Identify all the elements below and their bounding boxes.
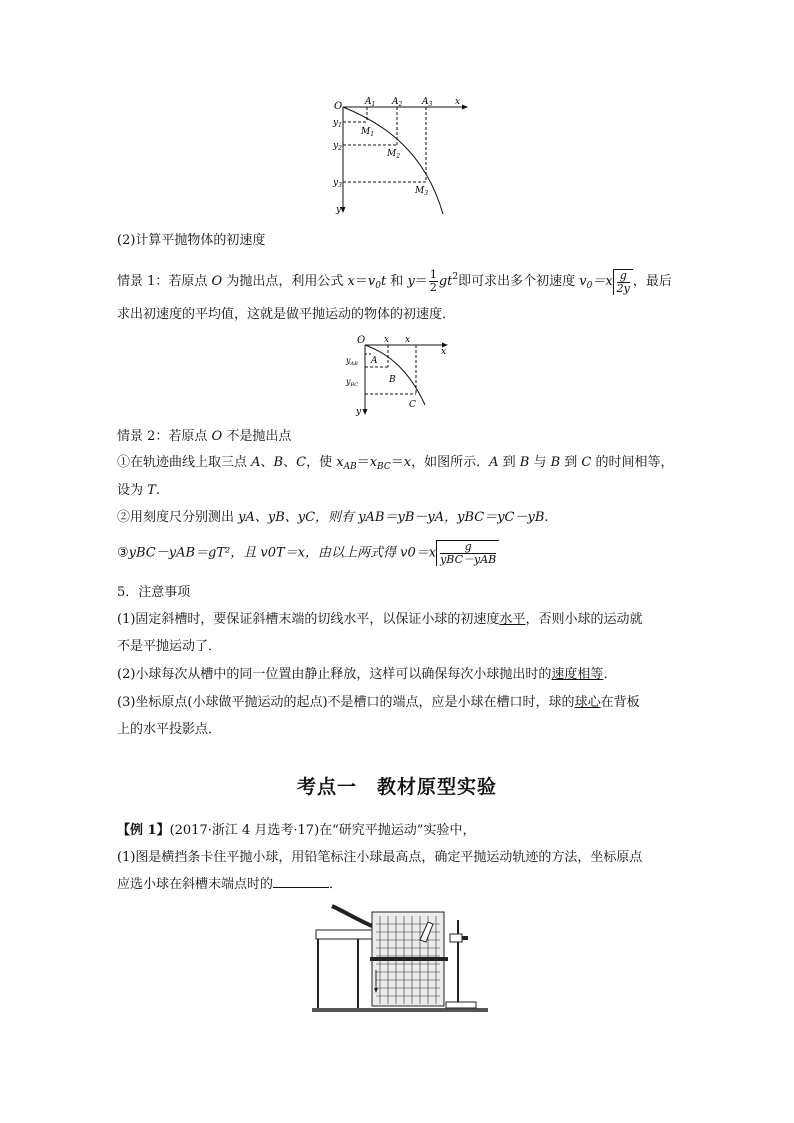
svg-text:y: y xyxy=(336,205,342,215)
svg-text:A: A xyxy=(371,356,378,366)
note-1: (1)固定斜槽时，要保证斜槽末端的切线水平，以保证小球的初速度水平，否则小球的运动就 xyxy=(117,612,643,627)
step2-heading: (2)计算平抛物体的初速度 xyxy=(117,233,266,248)
note-1-cont: 不是平抛运动了． xyxy=(117,639,222,654)
scenario2-item2: ②用刻度尺分别测出 yA、yB、yC，则有 yAB＝yB－yA，yBC＝yC－yB. xyxy=(117,510,549,525)
svg-text:x: x xyxy=(405,335,411,345)
svg-text:y: y xyxy=(356,407,362,417)
svg-text:M3: $M_3$ xyxy=(415,186,429,197)
note-3: (3)坐标原点(小球做平抛运动的起点)不是槽口的端点，应是小球在槽口时，球的球心在背板 xyxy=(117,695,640,710)
svg-text:M2: $M_2$ xyxy=(387,149,401,160)
svg-text:y2: $y_2$ xyxy=(333,141,342,152)
svg-text:x: x xyxy=(441,347,447,357)
svg-text:A2: $A_2$ xyxy=(392,97,403,108)
apparatus-illustration xyxy=(310,900,490,1015)
note-2: (2)小球每次从槽中的同一位置由静止释放，这样可以确保每次小球抛出时的速度相等． xyxy=(117,667,617,682)
svg-text:y1: $y_1$ xyxy=(333,118,342,129)
svg-text:A3: $A_3$ xyxy=(422,97,433,108)
scenario2-heading: 情景 2：若原点 O 不是抛出点 xyxy=(117,429,292,444)
svg-text:M1: $M_1$ xyxy=(361,127,375,138)
trajectory-figure-2 xyxy=(340,332,455,418)
svg-text:A1: $A_1$ xyxy=(365,97,376,108)
scenario2-item3: ③yBC－yAB＝gT²，且 v0T＝x，由以上两式得 v0＝x $\frac{g}{\text{yBC－yAB}}$ xyxy=(117,540,677,567)
example-header: 【例 1】(2017·浙江 4 月选考·17)在“研究平抛运动”实验中， xyxy=(117,823,476,838)
sqrt-expression-2: $\frac{g}{\text{yBC－yAB}}$ xyxy=(436,540,499,566)
origin-label: O xyxy=(334,101,343,112)
example-q1-cont: 应选小球在斜槽末端点时的 ． xyxy=(117,872,677,898)
scenario2-item1-cont: 设为 T. xyxy=(117,483,160,498)
note-3-cont: 上的水平投影点． xyxy=(117,722,222,737)
scenario2-item1: ①在轨迹曲线上取三点 A、B、C，使 $x_{AB}=x_{BC}=x$，如图所示．A 到 B 与 B 到 C 的时间相等， xyxy=(117,455,674,472)
scenario1-line1: 情景 1：若原点 O 为抛出点，利用公式 $x=v_0t$ 和 y＝ $\frac{1}{2}$ $gt^2$即可求出多个初速度 $v_0=x$ $\frac{g}{2y}$ ，最后 xyxy=(117,268,672,295)
answer-blank[interactable] xyxy=(273,873,329,888)
sqrt-expression: $\frac{g}{2y}$ xyxy=(613,269,633,295)
svg-text:O: O xyxy=(357,335,366,346)
notes-heading: 5．注意事项 xyxy=(117,585,191,600)
svg-text:C: C xyxy=(409,400,416,410)
svg-text:yAB: $y_{AB}$ xyxy=(346,356,358,367)
svg-text:x: x xyxy=(384,335,390,345)
example-q1: (1)图是横挡条卡住平抛小球，用铅笔标注小球最高点，确定平抛运动轨迹的方法，坐标原点 xyxy=(117,850,643,865)
trajectory-figure-1 xyxy=(325,92,475,217)
fraction-half: $\frac{1}{2}$ xyxy=(429,268,437,294)
section-title: 考点一 教材原型实验 xyxy=(296,776,497,798)
svg-text:y3: $y_3$ xyxy=(333,178,342,189)
svg-text:yBC: $y_{BC}$ xyxy=(346,377,359,388)
svg-text:x: x xyxy=(455,97,461,107)
scenario1-line2: 求出初速度的平均值，这就是做平抛运动的物体的初速度． xyxy=(117,307,456,322)
svg-text:B: B xyxy=(389,375,396,385)
